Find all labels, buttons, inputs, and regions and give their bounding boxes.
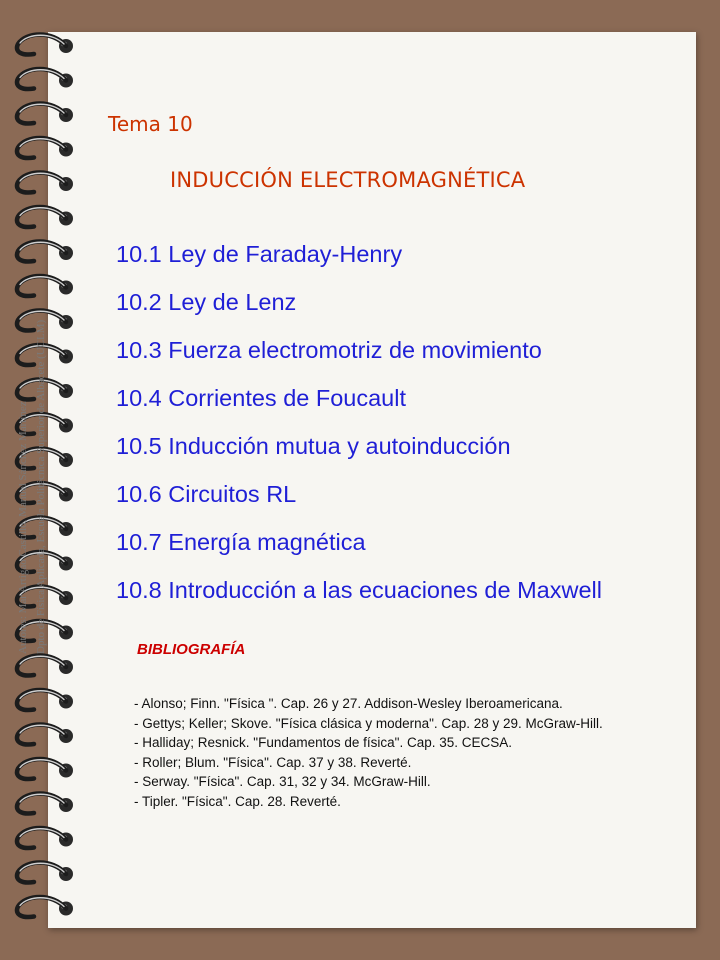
binding-ring: [17, 276, 73, 296]
topic-item: 10.8 Introducción a las ecuaciones de Maxwell: [116, 577, 602, 603]
topic-item: 10.4 Corrientes de Foucault: [116, 385, 406, 411]
bibliography-item: - Alonso; Finn. "Física ". Cap. 26 y 27. Addison-Wesley Iberoamericana.: [134, 696, 563, 711]
binding-ring: [17, 207, 73, 227]
binding-ring: [17, 725, 73, 745]
topic-item: 10.1 Ley de Faraday-Henry: [116, 241, 403, 267]
bibliography-item: - Tipler. "Física". Cap. 28. Reverté.: [134, 793, 341, 809]
binding-ring: [17, 104, 73, 124]
topic-item: 10.6 Circuitos RL: [116, 481, 297, 507]
binding-ring: [17, 242, 73, 262]
binding-ring: [17, 69, 73, 89]
binding-ring: [17, 863, 73, 883]
page-title: INDUCCIÓN ELECTROMAGNÉTICA: [170, 168, 526, 192]
topic-number: Tema 10: [108, 112, 193, 136]
bibliography-item: - Roller; Blum. "Física". Cap. 37 y 38. Reverté.: [134, 754, 412, 770]
topic-item: 10.7 Energía magnética: [116, 529, 366, 555]
binding-ring: [17, 897, 73, 917]
binding-ring: [17, 173, 73, 193]
topic-item: 10.5 Inducción mutua y autoinducción: [116, 433, 511, 459]
bibliography-item: - Gettys; Keller; Skove. "Física clásica y moderna". Cap. 28 y 29. McGraw-Hill.: [134, 715, 603, 731]
binding-ring: [17, 794, 73, 814]
binding-ring: [17, 35, 73, 55]
topic-item: 10.2 Ley de Lenz: [116, 289, 297, 315]
binding-ring: [17, 828, 73, 848]
bibliography-list: [134, 694, 603, 811]
topic-item: 10.3 Fuerza electromotriz de movimiento: [116, 337, 542, 363]
department-credit: Dpto de Física Aplicada, Escuela Politécnica Superior de Albacete (UCLM): [35, 319, 47, 654]
binding-ring: [17, 656, 73, 676]
binding-ring: [17, 759, 73, 779]
bibliography-title: BIBLIOGRAFÍA: [137, 641, 246, 658]
author-credit: Autores: Mar Artigao Castillo, Manuel Sánchez Martínez: [17, 401, 29, 654]
binding-ring: [17, 690, 73, 710]
binding-ring: [17, 138, 73, 158]
topic-list: [116, 230, 602, 614]
bibliography-item: - Serway. "Física". Cap. 31, 32 y 34. McGraw-Hill.: [134, 774, 431, 789]
bibliography-item: - Halliday; Resnick. "Fundamentos de física". Cap. 35. CECSA.: [134, 735, 512, 750]
